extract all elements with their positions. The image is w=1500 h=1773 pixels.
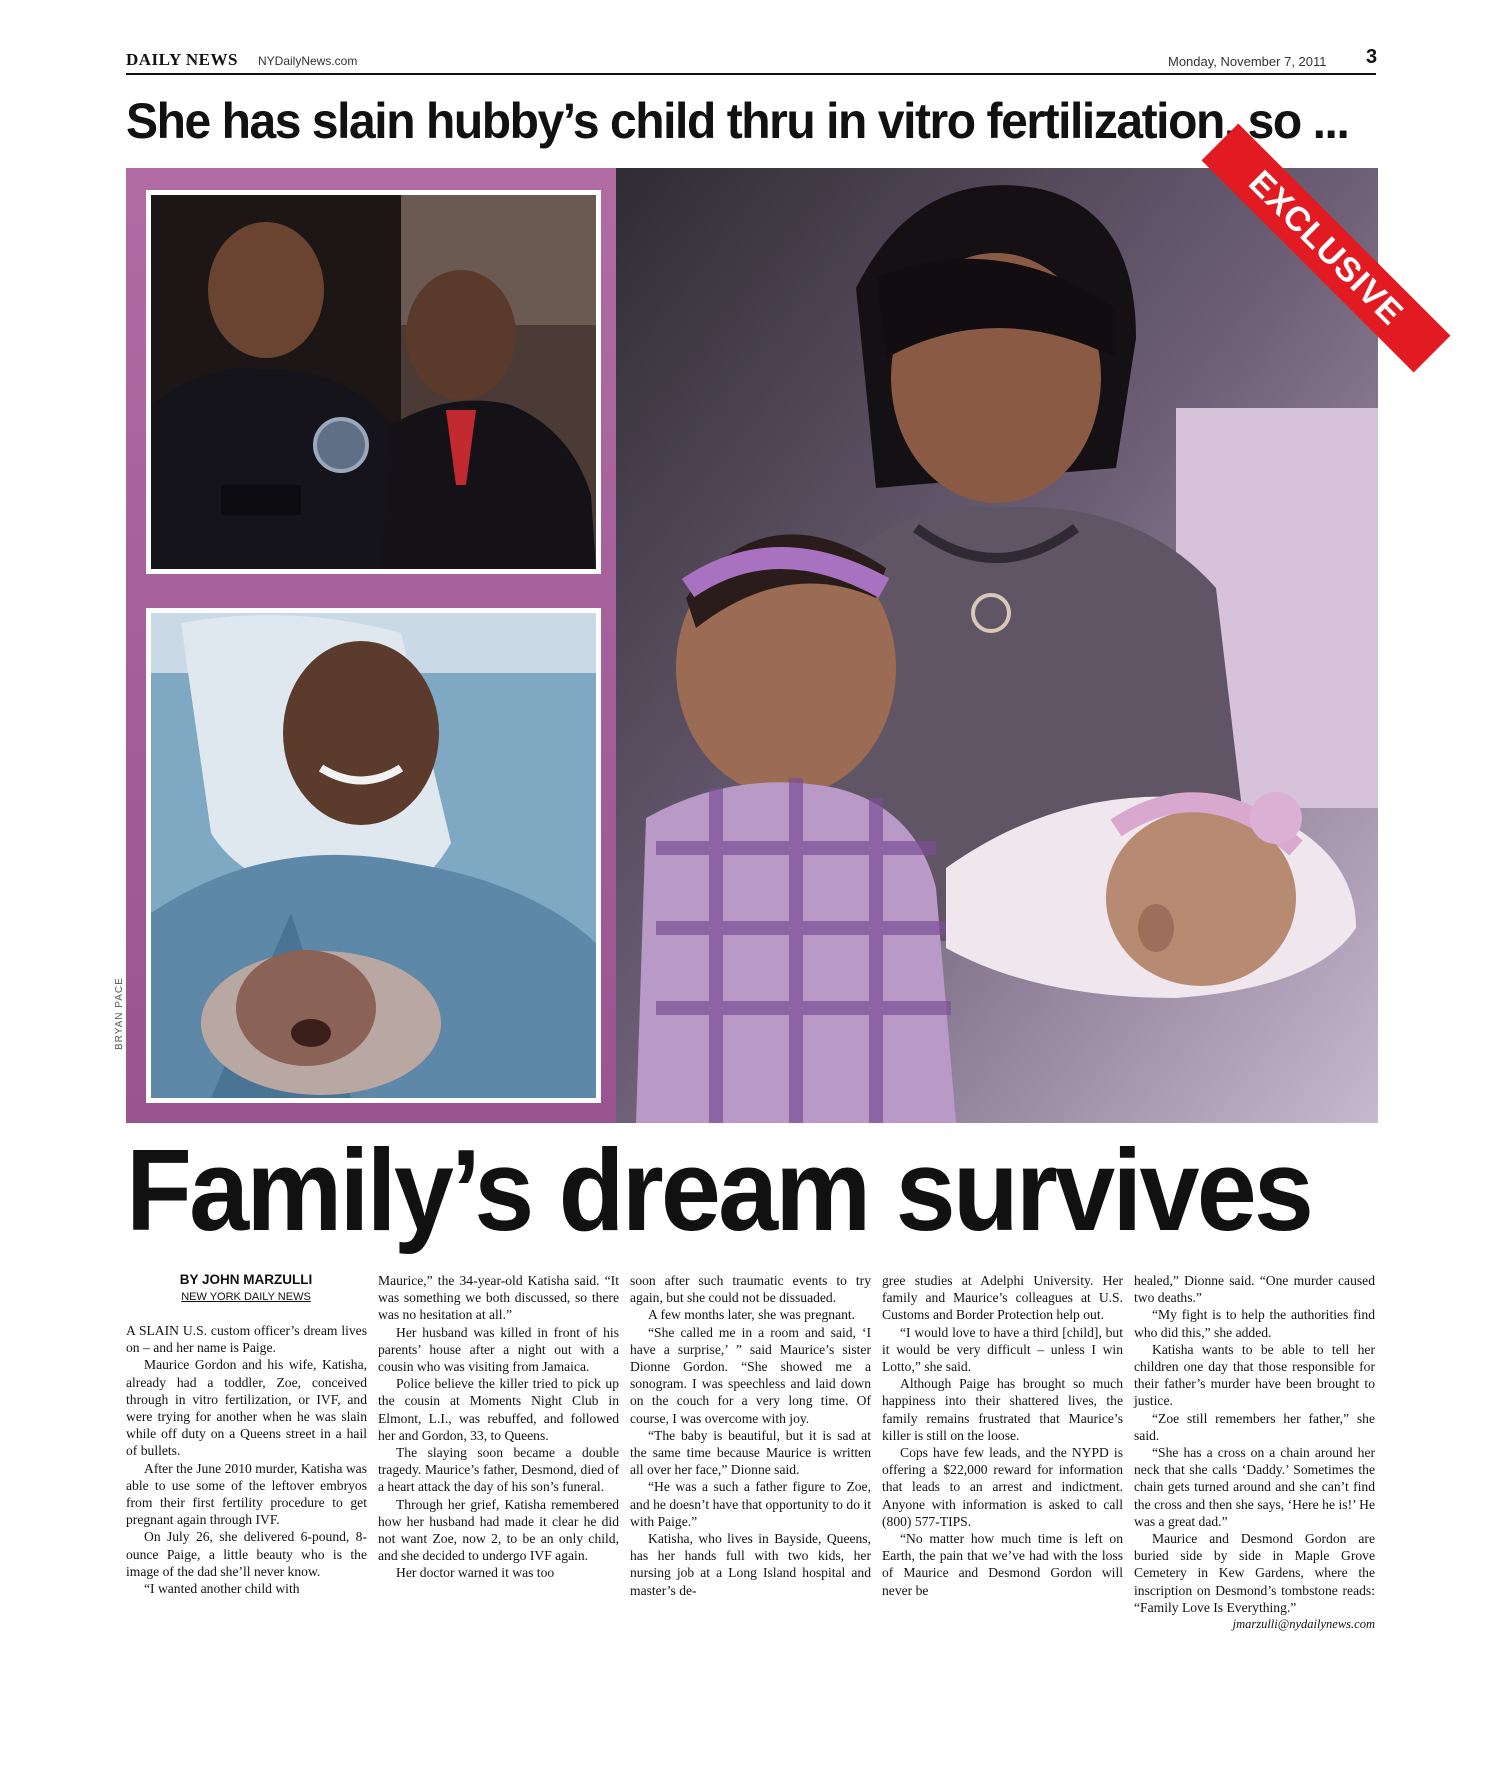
article-paragraph: “Zoe still remembers her father,” she said. bbox=[1134, 1410, 1375, 1443]
article-paragraph: “The baby is beautiful, but it is sad at the same time because Maurice is written all over her face,” Dionne said. bbox=[630, 1427, 871, 1478]
issue-date: Monday, November 7, 2011 bbox=[1168, 54, 1327, 69]
article-paragraph: gree studies at Adelphi University. Her family and Maurice’s colleagues at U.S. Customs and Border Protection help out. bbox=[882, 1273, 1123, 1323]
article-paragraph: Through her grief, Katisha remembered how her husband had made it clear he did not want Zoe, now 2, to be an only child, and she decided to undergo IVF again. bbox=[378, 1496, 619, 1564]
exclusive-banner bbox=[1206, 163, 1411, 340]
exclusive-label: EXCLUSIVE bbox=[1202, 124, 1451, 373]
article-paragraph: Cops have few leads, and the NYPD is offering a $22,000 reward for information that leads to an arrest and indictment. Anyone with information is asked to call (800) 577-TIPS. bbox=[882, 1445, 1123, 1529]
article-column-1 bbox=[126, 1322, 367, 1597]
article-paragraph: soon after such traumatic events to try again, but she could not be dissuaded. bbox=[630, 1273, 871, 1306]
photo-father-with-newborn bbox=[146, 608, 601, 1103]
article-paragraph: A few months later, she was pregnant. bbox=[648, 1307, 856, 1323]
page-number: 3 bbox=[1366, 46, 1378, 68]
article-paragraph: “No matter how much time is left on Earth, the pain that we’ve had with the loss of Maurice and Desmond Gordon will never be bbox=[882, 1531, 1123, 1598]
article-paragraph: “My fight is to help the authorities find who did this,” she added. bbox=[1134, 1307, 1375, 1340]
photo-father-and-son bbox=[146, 190, 601, 574]
article-paragraph: Katisha wants to be able to tell her children one day that those responsible for their father’s murder have been brought to justice. bbox=[1134, 1341, 1375, 1409]
article-paragraph: A SLAIN U.S. custom officer’s dream lives on – and her name is Paige. bbox=[126, 1323, 367, 1356]
article-paragraph: “She has a cross on a chain around her neck that she calls ‘Daddy.’ Sometimes the chain gets turned around and she can’t find the cross and then she says, ‘Here he is!’ He was a great dad.” bbox=[1134, 1445, 1375, 1529]
article-paragraph: After the June 2010 murder, Katisha was able to use some of the leftover embryos from their first fertility procedure to get pregnant again through IVF. bbox=[126, 1460, 367, 1528]
byline: BY JOHN MARZULLI bbox=[179, 1272, 313, 1287]
article-paragraph: Katisha, who lives in Bayside, Queens, has her hands full with two kids, her nursing job at a Long Island hospital and master’s de- bbox=[630, 1531, 871, 1598]
byline-affiliation: NEW YORK DAILY NEWS bbox=[181, 1291, 311, 1303]
article-paragraph: “She called me in a room and said, ‘I have a surprise,’ ” said Maurice’s sister Dionne Gordon. “She showed me a sonogram. I was speechless and laid down on the couch for a very long time. Of course, I was overcome with joy. bbox=[630, 1324, 871, 1426]
article-paragraph: healed,” Dionne said. “One murder caused two deaths.” bbox=[1134, 1273, 1375, 1306]
photo-father-and-son-illustration bbox=[151, 195, 596, 569]
article-paragraph: “He was a such a father figure to Zoe, and he doesn’t have that opportunity to do it with Paige.” bbox=[630, 1479, 871, 1529]
author-email: jmarzulli@nydailynews.com bbox=[1232, 1617, 1375, 1632]
article-column-3 bbox=[630, 1272, 871, 1599]
article-paragraph: Maurice Gordon and his wife, Katisha, already had a toddler, Zoe, conceived through in vitro fertilization, or IVF, and were trying for another when he was slain while off duty on a Queens street in a hail of bullets. bbox=[126, 1357, 367, 1459]
article-paragraph: Although Paige has brought so much happiness into their shattered lives, the family remains frustrated that Maurice’s killer is still on the loose. bbox=[882, 1376, 1123, 1443]
article-paragraph: Her husband was killed in front of his parents’ house after a night out with a cousin who was visiting from Jamaica. bbox=[378, 1324, 619, 1375]
article-paragraph: The slaying soon became a double tragedy. Maurice’s father, Desmond, died of a heart attack the day of his son’s funeral. bbox=[378, 1445, 619, 1495]
kicker-headline: She has slain hubby’s child thru in vitro fertilization, so ... bbox=[126, 93, 1349, 149]
article-column-2 bbox=[378, 1272, 619, 1582]
masthead: DAILY NEWS bbox=[126, 50, 238, 69]
article-paragraph: “I wanted another child with bbox=[144, 1581, 300, 1597]
header-rule bbox=[126, 73, 1376, 75]
article-column-4 bbox=[882, 1272, 1123, 1599]
article-column-5 bbox=[1134, 1272, 1375, 1633]
article-paragraph: “I would love to have a third [child], but it would be very difficult – unless I win Lotto,” she said. bbox=[882, 1324, 1123, 1375]
photo-credit: BRYAN PACE bbox=[114, 977, 125, 1050]
article-paragraph: Maurice and Desmond Gordon are buried side by side in Maple Grove Cemetery in Kew Gardens, where the inscription on Desmond’s tombstone reads: “Family Love Is Everything.” bbox=[1134, 1531, 1375, 1615]
photo-father-with-newborn-illustration bbox=[151, 613, 596, 1098]
article-paragraph: On July 26, she delivered 6-pound, 8-ounce Paige, a little beauty who is the image of the dad she’ll never know. bbox=[126, 1529, 367, 1579]
article-paragraph: Police believe the killer tried to pick up the cousin at Moments Night Club in Elmont, L.I., was rebuffed, and followed her and Gordon, 33, to Queens. bbox=[378, 1376, 619, 1443]
main-headline: Family’s dream survives bbox=[126, 1125, 1312, 1255]
photo-spread bbox=[126, 163, 1411, 1123]
article-paragraph: Her doctor warned it was too bbox=[396, 1565, 555, 1581]
site-url: NYDailyNews.com bbox=[258, 54, 358, 68]
article-paragraph: Maurice,” the 34-year-old Katisha said. “It was something we both discussed, so there was no hesitation at all.” bbox=[378, 1273, 619, 1323]
